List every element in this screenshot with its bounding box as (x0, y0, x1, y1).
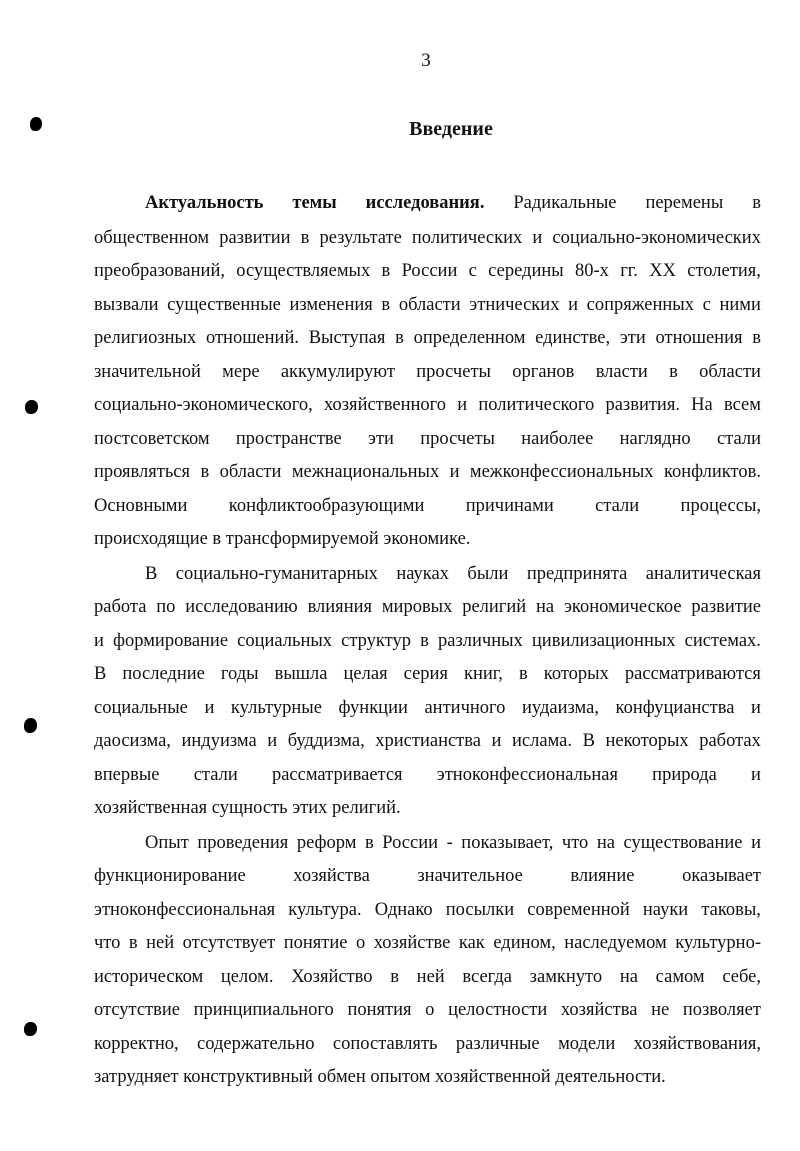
page-title: Введение (409, 118, 493, 140)
paragraph-2-last-line: хозяйственная сущность этих религий. (94, 798, 401, 818)
text-word: культурно- (675, 933, 761, 953)
text-word: В (582, 731, 595, 751)
text-word: позволяет (682, 1000, 761, 1020)
heading-word: темы (292, 193, 337, 213)
text-word: как (458, 933, 485, 953)
text-word: которых (543, 664, 609, 684)
text-word: рассматривается (271, 765, 403, 785)
text-word: целом. (220, 967, 274, 987)
text-word: некоторых (605, 731, 689, 751)
text-word: В (145, 564, 158, 584)
text-word: на (619, 967, 638, 987)
text-word: стали (716, 429, 761, 449)
text-word: культура. (288, 900, 362, 920)
text-word: социальные (94, 698, 188, 718)
text-word: конфликтов. (663, 462, 761, 482)
text-word: понятие (283, 933, 348, 953)
paragraph-2-line (94, 662, 761, 686)
text-word: были (467, 564, 509, 584)
text-word: в (128, 933, 138, 953)
paragraph-2-line (94, 696, 761, 720)
text-word: впервые (94, 765, 160, 785)
text-word: существенные (167, 295, 281, 315)
text-word: культурные (230, 698, 322, 718)
text-word: вышла (274, 664, 328, 684)
text-word: социально-экономического, (94, 395, 313, 415)
text-word: стали (595, 496, 640, 516)
text-word: Хозяйство (291, 967, 373, 987)
text-word: конфуцианства (615, 698, 735, 718)
text-word: последние (122, 664, 205, 684)
text-word: органов (512, 362, 575, 382)
text-word: и (751, 765, 761, 785)
text-word: религиозных (94, 328, 197, 348)
text-word: эти (619, 328, 646, 348)
text-word: отсутствие (94, 1000, 180, 1020)
text-word: Опыт (145, 833, 189, 853)
text-word: понятия (347, 1000, 412, 1020)
text-word: что (561, 833, 589, 853)
paragraph-1-line (94, 360, 761, 384)
text-word: Радикальные (513, 193, 617, 213)
text-word: содержательно (197, 1034, 315, 1054)
text-word: о (425, 1000, 435, 1020)
text-word: наглядно (619, 429, 691, 449)
paragraph-1-line (94, 293, 761, 317)
paragraph-2-line (94, 595, 761, 619)
text-word: межконфессиональных (469, 462, 654, 482)
text-word: в (364, 833, 374, 853)
text-word: реформ (296, 833, 357, 853)
text-word: античного (424, 698, 506, 718)
text-word: социально-гуманитарных (175, 564, 378, 584)
text-word: хозяйственного (323, 395, 447, 415)
text-word: и (751, 833, 761, 853)
text-word: Основными (94, 496, 188, 516)
text-word: ней (146, 933, 175, 953)
text-word: и (267, 731, 278, 751)
paragraph-1-last-line: происходящие в трансформируемой экономике. (94, 529, 471, 549)
text-word: Выступая (308, 328, 386, 348)
text-word: книг, (464, 664, 503, 684)
text-word: существование (623, 833, 743, 853)
text-word: в (395, 328, 404, 348)
text-word: преобразований, (94, 261, 225, 281)
text-word: экономическое (563, 597, 682, 617)
text-word: На (691, 395, 713, 415)
text-word: в (669, 362, 678, 382)
text-word: корректно, (94, 1034, 179, 1054)
punch-hole-mark (24, 1022, 37, 1036)
text-word: оказывает (682, 866, 761, 886)
text-word: целостности (448, 1000, 548, 1020)
text-word: столетия, (687, 261, 761, 281)
text-word: пространстве (235, 429, 342, 449)
paragraph-1-line (94, 494, 761, 518)
paragraph-3-line (94, 998, 761, 1022)
text-word: самом (655, 967, 705, 987)
text-word: эти (368, 429, 394, 449)
text-word: исследованию (185, 597, 298, 617)
text-word: и (532, 228, 543, 248)
text-word: в (300, 228, 310, 248)
text-word: политического (478, 395, 595, 415)
text-word: современной (527, 900, 630, 920)
paragraph-2-line (94, 629, 761, 653)
text-word: отношений. (205, 328, 299, 348)
text-word: ислама. (512, 731, 572, 751)
text-word: процессы, (680, 496, 761, 516)
text-word: хозяйства (293, 866, 370, 886)
paragraph-3-line (94, 864, 761, 888)
text-word: науки (642, 900, 689, 920)
text-word: о (355, 933, 366, 953)
punch-hole-mark (24, 718, 37, 733)
text-word: России (401, 261, 458, 281)
text-word: принципиального (193, 1000, 334, 1020)
text-word: значительной (94, 362, 201, 382)
paragraph-1-line (94, 460, 761, 484)
paragraph-2-first-line (145, 562, 761, 586)
text-word: хозяйстве (373, 933, 451, 953)
text-word: гг. (620, 261, 638, 281)
text-word: единстве, (535, 328, 611, 348)
text-word: годы (220, 664, 259, 684)
text-word: всем (723, 395, 761, 415)
text-word: социально-экономических (552, 228, 761, 248)
text-word: середины (488, 261, 564, 281)
text-word: формирование (113, 631, 229, 651)
text-word: значительное (417, 866, 523, 886)
text-word: вызвали (94, 295, 159, 315)
text-word: ней (416, 967, 445, 987)
text-word: работах (699, 731, 761, 751)
text-word: результате (319, 228, 402, 248)
text-word: что (94, 933, 121, 953)
text-word: области (219, 462, 282, 482)
paragraph-3-last-line: затрудняет конструктивный обмен опытом хозяйственной деятельности. (94, 1067, 666, 1087)
text-word: наиболее (521, 429, 594, 449)
text-word: и (491, 731, 502, 751)
text-word: социальных (237, 631, 333, 651)
text-word: буддизма, (287, 731, 365, 751)
text-word: осуществляемых (236, 261, 371, 281)
text-word: наследуемом (564, 933, 667, 953)
text-word: таковы, (701, 900, 761, 920)
text-word: межнациональных (291, 462, 440, 482)
text-word: функции (338, 698, 408, 718)
text-word: в (381, 261, 391, 281)
text-word: не (651, 1000, 670, 1020)
text-word: и (568, 295, 578, 315)
text-word: этнических (469, 295, 560, 315)
text-word: России (382, 833, 439, 853)
text-word: индуизма (181, 731, 257, 751)
text-word: системах. (684, 631, 761, 651)
text-word: в (752, 328, 761, 348)
text-word: целая (343, 664, 388, 684)
text-word: хозяйства (560, 1000, 638, 1020)
text-word: различные (455, 1034, 540, 1054)
text-word: проведения (197, 833, 289, 853)
text-word: конфликтообразующими (228, 496, 425, 516)
text-word: мере (222, 362, 260, 382)
text-word: историческом (94, 967, 204, 987)
text-word: отсутствует (182, 933, 276, 953)
heading-word: исследования. (365, 193, 485, 213)
text-word: на (596, 833, 615, 853)
text-word: влияния (307, 597, 373, 617)
text-word: с (468, 261, 477, 281)
text-word: постсоветском (94, 429, 210, 449)
paragraph-2-line (94, 763, 761, 787)
paragraph-3-line (94, 1032, 761, 1056)
text-word: науках (396, 564, 449, 584)
text-word: 80-х (574, 261, 609, 281)
paragraph-1-line (94, 427, 761, 451)
text-word: проявляться (94, 462, 191, 482)
punch-hole-mark (30, 117, 42, 131)
text-word: отношения (655, 328, 743, 348)
text-word: сопоставлять (332, 1034, 438, 1054)
text-word: общественном (94, 228, 210, 248)
text-word: работа (94, 597, 147, 617)
text-word: и (457, 395, 468, 415)
text-word: и (449, 462, 460, 482)
paragraph-1-line (94, 393, 761, 417)
text-word: аналитическая (645, 564, 761, 584)
paragraph-1-line (94, 326, 761, 350)
text-word: предпринята (526, 564, 628, 584)
heading-word: Актуальность (145, 193, 264, 213)
text-word: в (381, 295, 391, 315)
text-word: в (752, 193, 761, 213)
text-word: модели (558, 1034, 616, 1054)
text-word: различных (438, 631, 523, 651)
text-word: и (94, 631, 104, 651)
text-word: едином, (493, 933, 556, 953)
text-word: структур (341, 631, 412, 651)
paragraph-3-line (94, 898, 761, 922)
text-word: христианства (375, 731, 481, 751)
text-word: причинами (465, 496, 554, 516)
text-word: функционирование (94, 866, 246, 886)
text-word: себе, (722, 967, 761, 987)
text-word: сопряженных (586, 295, 694, 315)
text-word: даосизма, (94, 731, 171, 751)
paragraph-1-line (94, 259, 761, 283)
text-word: религий (462, 597, 527, 617)
paragraph-1-line (94, 226, 761, 250)
text-word: рассматриваются (624, 664, 761, 684)
text-word: хозяйствования, (633, 1034, 761, 1054)
text-word: мировых (381, 597, 453, 617)
text-word: в (420, 631, 429, 651)
text-word: изменения (289, 295, 373, 315)
text-word: с (702, 295, 711, 315)
paragraph-2-line (94, 729, 761, 753)
text-word: ними (719, 295, 761, 315)
text-word: серия (403, 664, 448, 684)
text-word: власти (595, 362, 648, 382)
paragraph-3-line (94, 965, 761, 989)
text-word: всегда (462, 967, 512, 987)
text-word: стали (193, 765, 238, 785)
text-word: замкнуто (529, 967, 603, 987)
text-word: области (699, 362, 761, 382)
text-word: развития. (605, 395, 680, 415)
text-word: цивилизационных (531, 631, 676, 651)
text-word: развитие (691, 597, 761, 617)
text-word: в (200, 462, 210, 482)
text-word: просчеты (420, 429, 495, 449)
text-word: этноконфессиональная (94, 900, 276, 920)
text-word: на (536, 597, 555, 617)
text-word: и (751, 698, 761, 718)
text-word: перемены (645, 193, 724, 213)
text-word: показывает, (461, 833, 554, 853)
text-word: и (204, 698, 215, 718)
text-word: XX (649, 261, 676, 281)
text-word: области (398, 295, 461, 315)
text-word: В (94, 664, 107, 684)
text-word: в (518, 664, 528, 684)
text-word: природа (652, 765, 717, 785)
punch-hole-mark (25, 400, 38, 414)
text-word: развитии (219, 228, 291, 248)
page-number: 3 (421, 50, 431, 71)
text-word: иудаизма, (521, 698, 599, 718)
text-word: по (156, 597, 176, 617)
paragraph-3-first-line (145, 831, 761, 855)
text-word: Однако (374, 900, 433, 920)
text-word: этноконфессиональная (436, 765, 618, 785)
text-word: просчеты (416, 362, 491, 382)
text-word: аккумулируют (280, 362, 395, 382)
text-word: в (390, 967, 399, 987)
text-word: влияние (570, 866, 635, 886)
text-word: политических (411, 228, 523, 248)
text-word: посылки (445, 900, 515, 920)
text-word: - (446, 833, 453, 853)
paragraph-1-first-line (145, 191, 761, 215)
text-word: определенном (413, 328, 526, 348)
paragraph-3-line (94, 931, 761, 955)
